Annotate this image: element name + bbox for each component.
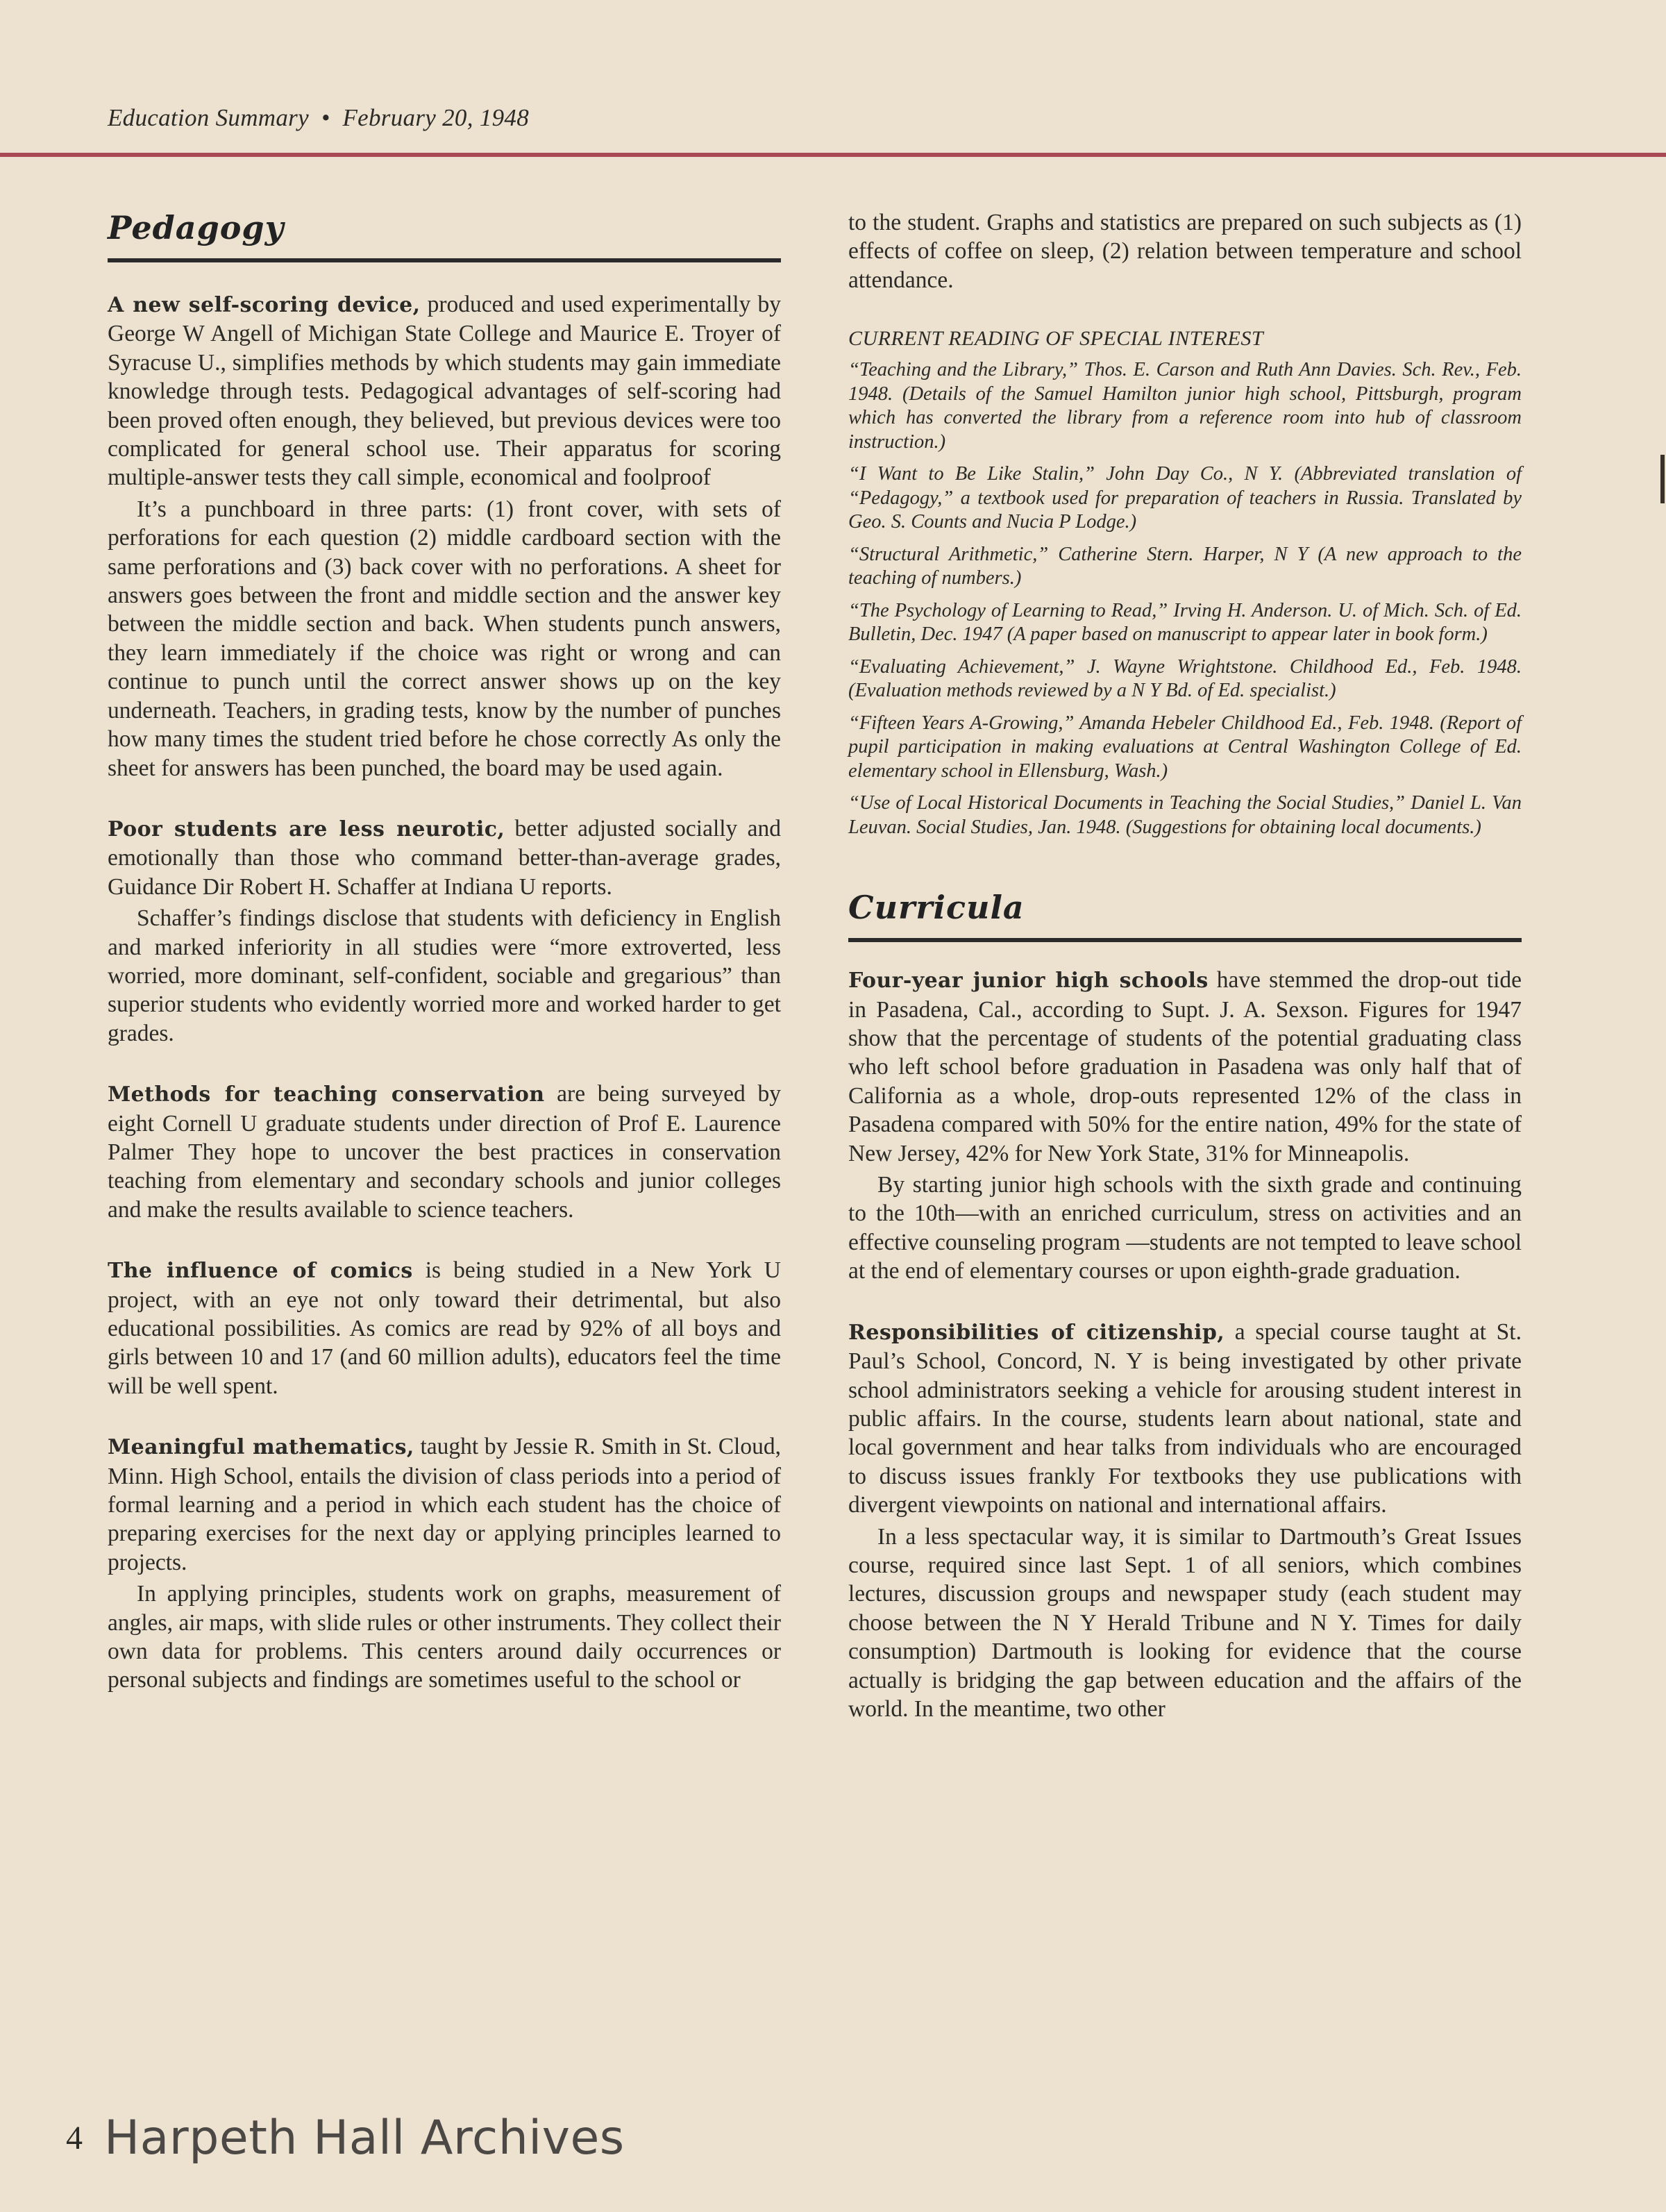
current-reading-list (848, 326, 1522, 839)
section-rule (108, 258, 781, 262)
publication-name: Education Summary (108, 104, 309, 131)
article-comics (108, 1256, 781, 1400)
reading-item: “Use of Local Historical Documents in Teaching the Social Studies,” Daniel L. Van Leuvan. Social Studies, Jan. 1948. (Suggestions for obtaining local documents.) (848, 792, 1522, 838)
article-lead: A new self-scoring device, (108, 293, 421, 317)
section-rule (848, 938, 1522, 942)
page-edge-mark (1660, 455, 1665, 503)
article-paragraph: Meaningful mathematics, taught by Jessie R. Smith in St. Cloud, Minn. High School, entails the division of class periods into a period of formal learning and a period in which each student has the choice of preparing exercises for the next day or applying principles learned to projects. (108, 1434, 781, 1575)
archive-watermark: Harpeth Hall Archives (104, 2111, 625, 2165)
article-lead: Meaningful mathematics, (108, 1435, 414, 1460)
article-citizenship (848, 1318, 1522, 1724)
article-lead: The influence of comics (108, 1259, 413, 1284)
separator: • (321, 104, 330, 131)
article-lead: Methods for teaching conservation (108, 1082, 545, 1107)
article-conservation (108, 1080, 781, 1224)
header-rule (0, 153, 1666, 157)
article-paragraph: By starting junior high schools with the sixth grade and continuing to the 10th—with an enriched curriculum, stress on activities and an effective counseling program —students are not tempted to leave school at the end of elementary courses or upon eighth-grade graduation. (848, 1172, 1522, 1284)
article-self-scoring (108, 290, 781, 782)
article-mathematics (108, 1432, 781, 1695)
article-paragraph: In applying principles, students work on graphs, measurement of angles, air maps, with slide rules or other instruments. They collect their own data for problems. This centers around daily occurrences or personal subjects and findings are sometimes useful to the school or (108, 1581, 781, 1693)
reading-item: “Teaching and the Library,” Thos. E. Carson and Ruth Ann Davies. Sch. Rev., Feb. 1948. (Details of the Samuel Hamilton junior high school, Pittsburgh, program which has converted the library from a reference room into hub of classroom instruction.) (848, 359, 1522, 453)
article-paragraph: to the student. Graphs and statistics are prepared on such subjects as (1) effects of coffee on sleep, (2) relation between temperature and school attendance. (848, 210, 1522, 293)
curricula-section-header (848, 888, 1522, 942)
reading-item: “Structural Arithmetic,” Catherine Stern. Harper, N Y (A new approach to the teaching of numbers.) (848, 543, 1522, 589)
section-heading: Pedagogy (108, 209, 285, 246)
article-paragraph: Four-year junior high schools have stemmed the drop-out tide in Pasadena, Cal., according to Supt. J. A. Sexson. Figures for 1947 show that the percentage of students of the potential graduating class who left school before graduation in Pasadena was only half that of California as a whole, drop-outs represented 12% of the class in Pasadena compared with 50% for the entire nation, 49% for the state of New Jersey, 42% for New York State, 31% for Minneapolis. (848, 967, 1522, 1166)
reading-item: “I Want to Be Like Stalin,” John Day Co., N Y. (Abbreviated translation of “Pedagogy,” a textbook used for preparation of teachers in Russia. Translated by Geo. S. Counts and Nucia P Lodge.) (848, 463, 1522, 533)
article-poor-students (108, 814, 781, 1048)
article-junior-high (848, 966, 1522, 1285)
article-lead: Four-year junior high schools (848, 969, 1209, 994)
article-paragraph: A new self-scoring device, produced and used experimentally by George W Angell of Michigan State College and Maurice E. Troyer of Syracuse U., simplifies methods by which students may gain immediate knowledge through tests. Pedagogical advantages of self-scoring had been proved often enough, they believed, but previous devices were too complicated for general school use. Their apparatus for scoring multiple-answer tests they call simple, economical and foolproof (108, 292, 781, 491)
reading-list-title: CURRENT READING OF SPECIAL INTEREST (848, 327, 1264, 351)
pedagogy-section-header (108, 208, 781, 262)
reading-item: “The Psychology of Learning to Read,” Irving H. Anderson. U. of Mich. Sch. of Ed. Bulletin, Dec. 1947 (A paper based on manuscript to appear later in book form.) (848, 599, 1522, 646)
article-paragraph: Poor students are less neurotic, better adjusted socially and emotionally than those who command better-than-average grades, Guidance Dir Robert H. Schaffer at Indiana U reports. (108, 815, 782, 900)
article-continuation (848, 208, 1522, 294)
article-paragraph: Responsibilities of citizenship, a special course taught at St. Paul’s School, Concord, N. Y is being investigated by other private school administrators seeking a vehicle for arousing student interest in public affairs. In the course, students learn about national, state and local government and hear talks from individuals who are encouraged to discuss issues frankly For textbooks they use publications with divergent viewpoints on national and international affairs. (848, 1318, 1522, 1518)
reading-item: “Fifteen Years A-Growing,” Amanda Hebeler Childhood Ed., Feb. 1948. (Report of pupil participation in making evaluations at Central Washington College of Ed. elementary school in Ellensburg, Wash.) (848, 712, 1522, 782)
reading-item: “Evaluating Achievement,” J. Wayne Wrightstone. Childhood Ed., Feb. 1948. (Evaluation methods reviewed by a N Y Bd. of Ed. specialist.) (848, 655, 1522, 702)
article-paragraph: The influence of comics is being studied in a New York U project, with an eye not only toward their detrimental, but also educational possibilities. As comics are read by 92% of all boys and girls between 10 and 17 (and 60 million adults), educators feel the time will be well spent. (108, 1257, 781, 1399)
right-column (848, 208, 1522, 1723)
issue-date: February 20, 1948 (342, 104, 530, 131)
section-heading: Curricula (848, 889, 1025, 927)
article-paragraph: Schaffer’s findings disclose that students with deficiency in English and marked inferiority in all studies were “more extroverted, less worried, more dominant, self-confident, sociable and gregarious” than superior students who evidently worried more and worked harder to get grades. (108, 905, 781, 1046)
left-column (108, 208, 781, 1695)
article-paragraph: It’s a punchboard in three parts: (1) front cover, with sets of perforations for each question (2) middle cardboard section with the same perforations and (3) back cover with no perforations. A sheet for answers goes between the front and middle section and the answer key between the middle section and back. When students punch answers, they learn immediately if the choice was right or wrong and can continue to punch until the correct answer shows up on the key underneath. Teachers, in grading tests, know by the number of punches how many times the student tried before he chose correctly As only the sheet for answers has been punched, the board may be used again. (108, 496, 781, 781)
article-paragraph: Methods for teaching conservation are being surveyed by eight Cornell U graduate students under direction of Prof E. Laurence Palmer They hope to uncover the best practices in conservation teaching from elementary and secondary schools and junior colleges and make the results available to science teachers. (108, 1081, 781, 1223)
article-lead: Poor students are less neurotic, (108, 816, 505, 841)
article-paragraph: In a less spectacular way, it is similar to Dartmouth’s Great Issues course, required since last Sept. 1 of all seniors, which combines lectures, discussion groups and newspaper study (each student may choose between the N Y Herald Tribune and N Y. Times for daily consumption) Dartmouth is looking for evidence that the course actually is bridging the gap between education and the affairs of the world. In the meantime, two other (848, 1523, 1522, 1722)
page-number: 4 (66, 2120, 83, 2156)
article-lead: Responsibilities of citizenship, (848, 1320, 1225, 1345)
running-header (108, 104, 529, 132)
